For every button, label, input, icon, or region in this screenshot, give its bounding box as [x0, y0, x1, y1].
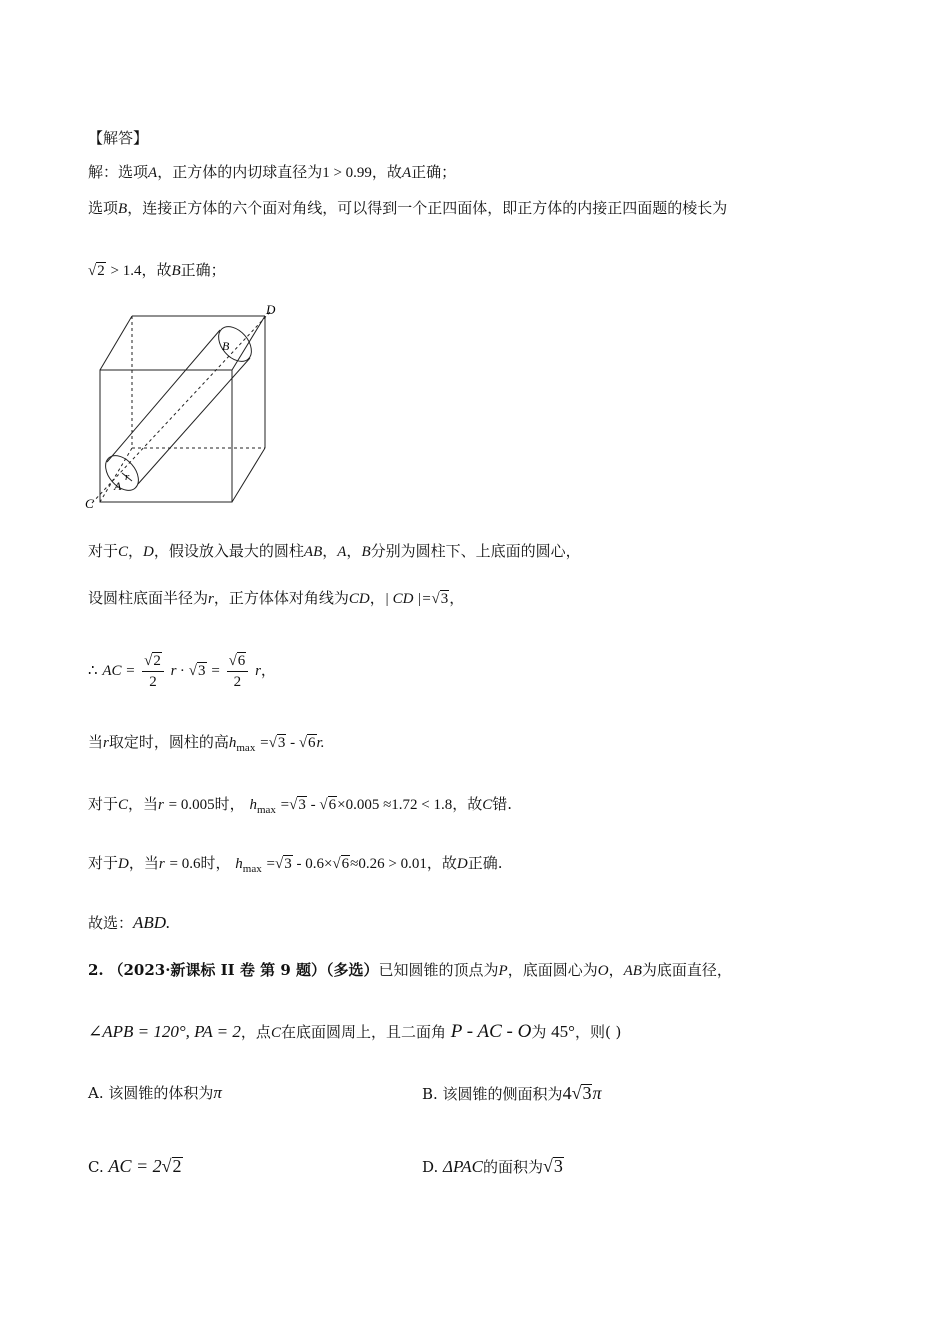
- solution-line-radius: 设圆柱底面半径为r，正方体体对角线为CD，| CD |=√3，: [88, 589, 465, 607]
- var-r: r: [103, 735, 109, 751]
- equals: =: [211, 663, 220, 679]
- math-value: = 0.6: [169, 856, 201, 872]
- text: ，: [369, 589, 385, 607]
- option-c[interactable]: C. AC = 2√2: [88, 1156, 182, 1176]
- text: ，: [322, 542, 338, 560]
- var-b: B: [118, 201, 128, 217]
- sqrt-2: 2: [97, 263, 105, 279]
- text: ，假设放入最大的圆柱: [153, 542, 304, 560]
- cube-edge: [100, 316, 132, 370]
- solution-line-option-b-result: √2 > 1.4，故B正确；: [88, 261, 226, 279]
- sqrt-3: 3: [298, 797, 306, 813]
- solution-line-option-d: 对于D，当r = 0.6时， $h_{max} =√3 - 0.6\times√6\approx 0.26 > 0.01$，故D正确.: [88, 854, 503, 875]
- var-d: D: [456, 856, 468, 872]
- text: ，正方体的内切球直径为: [157, 163, 323, 181]
- sqrt-2: 2: [153, 652, 161, 669]
- text: ，故: [141, 261, 172, 279]
- sqrt-2: 2: [172, 1156, 182, 1176]
- text: 故选：: [88, 914, 134, 932]
- denominator: 2: [233, 673, 242, 690]
- math-ac: AC =: [102, 663, 136, 679]
- var-d: D: [118, 856, 129, 872]
- therefore-symbol: ∴: [88, 663, 98, 679]
- math-angle: 45°: [551, 1022, 575, 1041]
- var-a: A: [148, 165, 158, 181]
- fraction-root2-over-2: $\frac{√2}{2}$: [142, 651, 164, 692]
- math-expression: ≈0.26 > 0.01: [350, 856, 427, 872]
- text: 时，: [200, 854, 231, 872]
- question-number: 2.: [88, 961, 104, 979]
- text: ，正方体体对角线为: [213, 589, 349, 607]
- cube-edge: [232, 316, 265, 370]
- text: 当: [88, 733, 104, 751]
- subscript-max: max: [242, 863, 262, 875]
- math-inequality: > 1.4: [110, 263, 142, 279]
- var-a: A: [401, 165, 412, 181]
- text: ，故: [452, 795, 483, 813]
- math-expression: ×0.005 ≈1.72 < 1.8: [337, 797, 453, 813]
- var-o: O: [597, 963, 609, 979]
- text: ，: [608, 961, 624, 979]
- var-r: r ·: [170, 663, 185, 679]
- text: 错.: [492, 795, 513, 813]
- sqrt-3: 3: [582, 1083, 592, 1103]
- equals: =: [260, 735, 269, 751]
- math-condition: ∠APB = 120°, PA = 2: [88, 1022, 241, 1041]
- text: ，: [346, 542, 362, 560]
- text: ，点: [240, 1023, 271, 1041]
- option-a[interactable]: [88, 1082, 222, 1104]
- var-c: C: [270, 1025, 281, 1041]
- fraction-root6-over-2: $\frac{√6}{2}$: [227, 651, 249, 692]
- math-expression: - 0.6×: [292, 856, 333, 872]
- solution-line-option-b: [88, 198, 727, 219]
- question-2-condition: [88, 1018, 621, 1047]
- cube-cylinder-figure: [80, 300, 290, 515]
- solution-answer: [88, 913, 170, 933]
- var-b: B: [171, 263, 181, 279]
- label-r: r: [125, 471, 130, 483]
- text: 正确；: [180, 261, 226, 279]
- option-d[interactable]: D. ΔPAC的面积为√3: [422, 1156, 563, 1176]
- var-r: r: [255, 663, 261, 679]
- math-triangle-pac: ΔPAC: [443, 1157, 483, 1176]
- sqrt-3: 3: [553, 1156, 563, 1176]
- text: 对于: [88, 854, 119, 872]
- denominator: 2: [149, 673, 157, 690]
- subscript-max: max: [256, 804, 276, 816]
- var-ab: AB: [303, 544, 323, 560]
- sqrt-3: 3: [284, 856, 292, 872]
- var-b: B: [361, 544, 371, 560]
- text: ，则( ): [574, 1023, 622, 1041]
- solution-line-ac: ∴ AC = $\frac{√2}{2}$ r · √3 = $\frac{√6}{2}$ r，: [88, 652, 276, 690]
- solution-line-option-c: 对于C，当r = 0.005时， $h_{max} =√3 - √6\times 0.005 \approx 1.72 < 1.8$，故C错.: [88, 795, 513, 816]
- var-h: h: [228, 735, 237, 751]
- text: 对于: [88, 542, 119, 560]
- sqrt-6: 6: [237, 652, 246, 669]
- question-2-header: [88, 960, 732, 981]
- var-r: r.: [316, 735, 325, 751]
- var-c: C: [118, 797, 129, 813]
- math-abs-cd: | CD |=: [384, 591, 432, 607]
- label-b: B: [222, 339, 230, 353]
- cylinder-side: [138, 358, 250, 484]
- label-c: C: [85, 496, 94, 511]
- solution-line-option-a: [88, 162, 456, 183]
- text: ，故: [371, 163, 402, 181]
- option-c-label: C.: [88, 1158, 104, 1176]
- var-r: r: [158, 797, 164, 813]
- answer-value: ABD.: [133, 913, 171, 932]
- math-inequality: 1 > 0.99: [322, 165, 372, 181]
- var-c: C: [118, 544, 129, 560]
- subscript-max: max: [236, 742, 256, 754]
- label-a: A: [114, 479, 122, 493]
- var-cd: CD: [348, 591, 370, 607]
- text: 选项: [88, 199, 119, 217]
- coefficient: 4: [562, 1083, 572, 1103]
- text: ，连接正方体的六个面对角线，可以得到一个正四面体，即正方体的内接正四面题的棱长为: [127, 199, 728, 217]
- text: 取定时，圆柱的高: [108, 733, 229, 751]
- text: ，当: [128, 854, 159, 872]
- solution-line-cd-setup: [88, 541, 581, 562]
- cylinder-top-base: [212, 320, 258, 367]
- math-value: = 0.005: [168, 797, 215, 813]
- diagonal-cd: [92, 310, 272, 503]
- minus: -: [306, 797, 320, 813]
- text: 的面积为: [482, 1158, 543, 1176]
- solution-line-height: 当r取定时，圆柱的高$h_{max} =√3 - √6r$.: [88, 733, 325, 754]
- section-header: 【解答】: [88, 129, 149, 147]
- text: 在底面圆周上，且二面角: [280, 1023, 446, 1041]
- text: 分别为圆柱下、上底面的圆心，: [370, 542, 581, 560]
- text: 设圆柱底面半径为: [88, 589, 209, 607]
- sqrt-3: 3: [198, 663, 206, 679]
- var-h: h: [249, 797, 257, 813]
- sqrt-6: 6: [308, 735, 316, 751]
- label-d: D: [266, 302, 276, 317]
- text: ，: [260, 661, 276, 679]
- sqrt-3: 3: [277, 735, 286, 751]
- equals: =: [266, 856, 275, 872]
- math-pi: π: [213, 1083, 222, 1102]
- text: 为底面直径，: [641, 961, 732, 979]
- math-ac: AC = 2: [108, 1156, 162, 1176]
- math-pi: π: [592, 1083, 602, 1103]
- text: 对于: [88, 795, 119, 813]
- text: 解：选项: [88, 163, 149, 181]
- var-h: h: [235, 856, 243, 872]
- text: ，: [128, 542, 144, 560]
- var-r: r: [158, 856, 165, 872]
- option-b[interactable]: B. 该圆锥的侧面积为4√3π: [422, 1083, 602, 1103]
- var-a: A: [337, 544, 347, 560]
- text: 正确；: [411, 163, 457, 181]
- minus: -: [286, 735, 299, 751]
- math-dihedral: P - AC - O: [450, 1021, 532, 1042]
- var-d: D: [143, 544, 154, 560]
- text: 正确.: [467, 854, 503, 872]
- option-d-label: D.: [422, 1158, 439, 1176]
- text: ，: [449, 589, 465, 607]
- var-c: C: [482, 797, 493, 813]
- text: ，故: [426, 854, 457, 872]
- var-r: r: [208, 591, 214, 607]
- text: ，当: [128, 795, 159, 813]
- cylinder-side: [107, 330, 220, 462]
- text: ，底面圆心为: [507, 961, 598, 979]
- sqrt-3: 3: [440, 591, 449, 607]
- text: 时，: [214, 795, 245, 813]
- var-ab: AB: [623, 963, 642, 979]
- text: 为: [531, 1023, 547, 1041]
- var-p: P: [498, 963, 508, 979]
- text: 已知圆锥的顶点为: [378, 961, 499, 979]
- cube-edge: [232, 448, 265, 502]
- sqrt-6: 6: [328, 797, 337, 813]
- question-source: （2023·新课标 II 卷 第 9 题）（多选）: [108, 961, 379, 979]
- option-b-label: B. 该圆锥的侧面积为: [422, 1085, 563, 1103]
- option-a-label: A. 该圆锥的体积为: [88, 1084, 214, 1102]
- equals: =: [280, 797, 290, 813]
- sqrt-6: 6: [341, 856, 350, 872]
